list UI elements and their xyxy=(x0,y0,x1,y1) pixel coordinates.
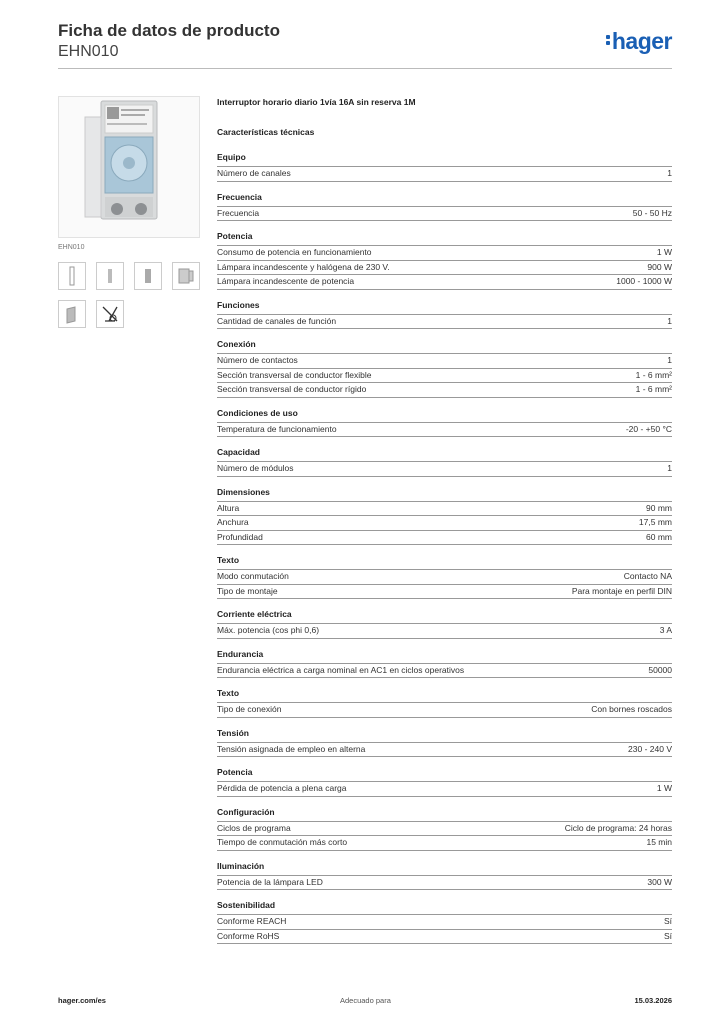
spec-section xyxy=(217,408,672,438)
spec-row xyxy=(217,915,672,930)
spec-value: 900 W xyxy=(647,261,672,272)
spec-value: 17,5 mm xyxy=(638,517,672,527)
characteristics-heading: Características técnicas xyxy=(217,127,315,137)
spec-section xyxy=(217,767,672,797)
section-title: Dimensiones xyxy=(217,487,672,502)
spec-value: Sí xyxy=(663,916,672,926)
spec-row xyxy=(217,516,672,531)
footer-center-text: Adecuado para xyxy=(340,996,391,1005)
section-title: Endurancia xyxy=(217,649,672,664)
section-title: Equipo xyxy=(217,152,672,167)
spec-value: 1 W xyxy=(656,783,672,793)
section-title: Potencia xyxy=(217,231,672,246)
spec-row xyxy=(217,531,672,546)
spec-label: Temperatura de funcionamiento xyxy=(217,423,337,434)
spec-row xyxy=(217,585,672,600)
section-title: Capacidad xyxy=(217,447,672,462)
spec-label: Sección transversal de conductor rígido xyxy=(217,384,367,394)
logo-text: hager xyxy=(611,28,672,54)
spec-label: Tensión asignada de empleo en alterna xyxy=(217,743,366,754)
spec-row xyxy=(217,703,672,718)
spec-value: 60 mm xyxy=(646,531,672,542)
spec-label: Frecuencia xyxy=(217,207,260,218)
spec-section xyxy=(217,807,672,851)
spec-row xyxy=(217,261,672,276)
section-title: Texto xyxy=(217,555,672,570)
logo-dots-icon xyxy=(606,33,611,47)
spec-label: Número de módulos xyxy=(217,463,294,473)
section-title: Funciones xyxy=(217,300,672,315)
spec-value: 1 - 6 mm² xyxy=(635,384,672,394)
image-caption: EHN010 xyxy=(58,244,85,251)
mounting-icon[interactable] xyxy=(58,300,86,328)
front-view-icon[interactable] xyxy=(134,262,162,290)
spec-row xyxy=(217,275,672,290)
spec-value: Con bornes roscados xyxy=(591,704,672,714)
depth-drawing-icon[interactable] xyxy=(172,262,200,290)
spec-label: Máx. potencia (cos phi 0,6) xyxy=(217,625,320,635)
section-title: Conexión xyxy=(217,339,672,354)
spec-row xyxy=(217,354,672,369)
spec-row xyxy=(217,930,672,945)
header-divider xyxy=(58,68,672,69)
spec-row xyxy=(217,167,672,182)
spec-content xyxy=(217,96,672,954)
spec-row xyxy=(217,423,672,438)
footer-website-link[interactable]: hager.com/es xyxy=(58,996,106,1005)
spec-value: 1 xyxy=(667,463,672,473)
spec-section xyxy=(217,555,672,599)
spec-value: Sí xyxy=(663,930,672,941)
spec-label: Tipo de conexión xyxy=(217,704,282,714)
spec-value: Contacto NA xyxy=(623,571,672,581)
spec-value: 1 xyxy=(667,355,672,365)
spec-label: Profundidad xyxy=(217,531,263,542)
spec-row xyxy=(217,876,672,891)
product-name: Interruptor horario diario 1vía 16A sin reserva 1M xyxy=(217,97,416,107)
recycling-icon[interactable] xyxy=(96,300,124,328)
spec-section xyxy=(217,339,672,398)
spec-section xyxy=(217,688,672,718)
product-image xyxy=(58,96,200,238)
spec-label: Endurancia eléctrica a carga nominal en AC1 en ciclos operativos xyxy=(217,664,465,675)
spec-value: 230 - 240 V xyxy=(628,743,672,754)
spec-label: Modo conmutación xyxy=(217,571,289,581)
spec-value: 1000 - 1000 W xyxy=(616,276,672,286)
section-title: Sostenibilidad xyxy=(217,900,672,915)
spec-section xyxy=(217,300,672,330)
spec-value: 3 A xyxy=(659,625,672,635)
spec-row xyxy=(217,743,672,758)
spec-label: Tipo de montaje xyxy=(217,585,278,596)
section-title: Corriente eléctrica xyxy=(217,609,672,624)
spec-value: 1 W xyxy=(656,247,672,257)
spec-value: Para montaje en perfil DIN xyxy=(571,585,672,596)
spec-row xyxy=(217,836,672,851)
document-title: Ficha de datos de producto xyxy=(58,21,280,40)
spec-label: Altura xyxy=(217,502,240,513)
section-title: Iluminación xyxy=(217,861,672,876)
section-title: Texto xyxy=(217,688,672,703)
spec-section xyxy=(217,447,672,477)
section-title: Frecuencia xyxy=(217,192,672,207)
product-code: EHN010 xyxy=(58,43,119,60)
spec-label: Cantidad de canales de función xyxy=(217,315,337,326)
spec-value: 50 - 50 Hz xyxy=(632,207,672,218)
side-view-icon[interactable] xyxy=(96,262,124,290)
spec-section xyxy=(217,649,672,679)
spec-label: Conforme RoHS xyxy=(217,930,280,941)
spec-row xyxy=(217,383,672,398)
spec-label: Sección transversal de conductor flexible xyxy=(217,369,372,380)
spec-label: Anchura xyxy=(217,517,249,527)
page-footer xyxy=(58,996,672,1008)
spec-label: Potencia de la lámpara LED xyxy=(217,876,323,887)
spec-label: Tiempo de conmutación más corto xyxy=(217,837,348,847)
spec-label: Lámpara incandescente de potencia xyxy=(217,276,355,286)
spec-value: 1 - 6 mm² xyxy=(635,369,672,380)
spec-row xyxy=(217,664,672,679)
spec-section xyxy=(217,231,672,290)
spec-value: 90 mm xyxy=(646,502,672,513)
section-title: Condiciones de uso xyxy=(217,408,672,423)
spec-section xyxy=(217,861,672,891)
spec-sections xyxy=(217,152,672,944)
spec-row xyxy=(217,782,672,797)
spec-label: Consumo de potencia en funcionamiento xyxy=(217,247,372,257)
page-header xyxy=(58,20,672,70)
spec-label: Número de contactos xyxy=(217,355,298,365)
spec-label: Número de canales xyxy=(217,168,291,178)
dimension-drawing-icon[interactable] xyxy=(58,262,86,290)
spec-value: Ciclo de programa: 24 horas xyxy=(564,822,672,833)
spec-section xyxy=(217,900,672,944)
spec-label: Pérdida de potencia a plena carga xyxy=(217,783,347,793)
spec-row xyxy=(217,624,672,639)
spec-row xyxy=(217,207,672,222)
spec-row xyxy=(217,462,672,477)
spec-value: 50000 xyxy=(648,664,672,675)
spec-section xyxy=(217,192,672,222)
footer-date: 15.03.2026 xyxy=(634,996,672,1005)
spec-value: -20 - +50 °C xyxy=(625,423,672,434)
section-title: Configuración xyxy=(217,807,672,822)
spec-row xyxy=(217,315,672,330)
spec-section xyxy=(217,728,672,758)
spec-row xyxy=(217,570,672,585)
spec-value: 15 min xyxy=(646,837,672,847)
spec-section xyxy=(217,487,672,546)
spec-label: Lámpara incandescente y halógena de 230 V. xyxy=(217,261,390,272)
spec-row xyxy=(217,822,672,837)
spec-value: 1 xyxy=(667,315,672,326)
spec-value: 1 xyxy=(667,168,672,178)
spec-row xyxy=(217,369,672,384)
spec-label: Conforme REACH xyxy=(217,916,287,926)
spec-label: Ciclos de programa xyxy=(217,822,291,833)
section-title: Potencia xyxy=(217,767,672,782)
hager-logo xyxy=(606,28,672,55)
section-title: Tensión xyxy=(217,728,672,743)
spec-value: 300 W xyxy=(647,876,672,887)
spec-section xyxy=(217,609,672,639)
spec-section xyxy=(217,152,672,182)
spec-row xyxy=(217,502,672,517)
spec-row xyxy=(217,246,672,261)
